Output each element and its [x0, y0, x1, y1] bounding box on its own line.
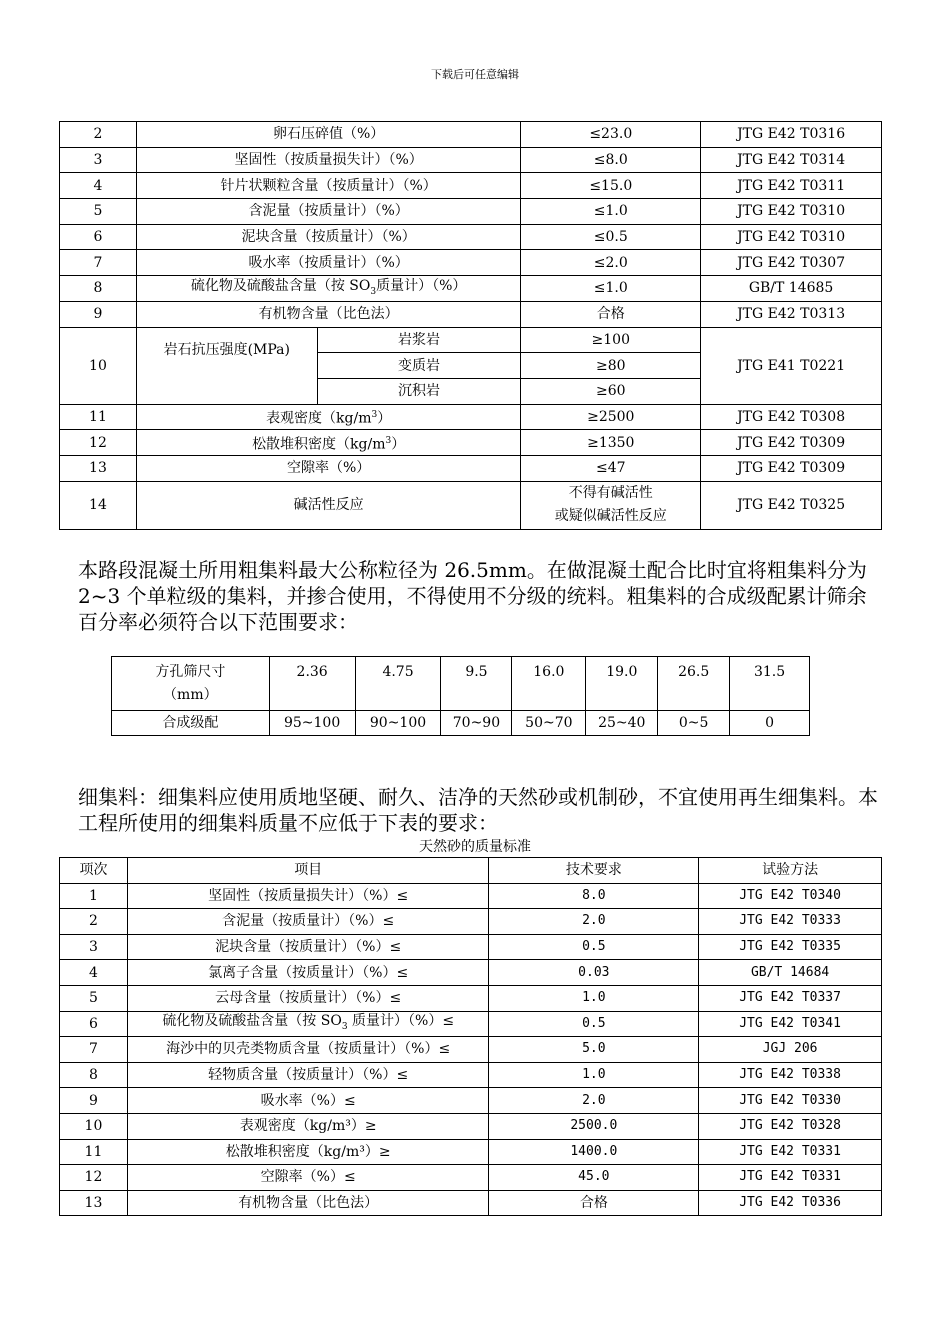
row-requirement: 1400.0: [489, 1139, 699, 1165]
row-number: 6: [60, 224, 137, 250]
row-method: GB/T 14685: [701, 276, 882, 302]
row-method: JTG E42 T0330: [699, 1088, 882, 1114]
page-header: 下载后可任意编辑: [431, 68, 519, 81]
table-row: [60, 909, 882, 935]
row-method: JTG E41 T0221: [701, 327, 882, 404]
row-method: JTG E42 T0314: [701, 147, 882, 173]
sieve-size: 31.5: [730, 657, 810, 711]
table-row: [60, 199, 882, 225]
row-requirement: 5.0: [489, 1037, 699, 1063]
row-requirement: ≥1350: [521, 430, 701, 456]
sieve-size: 9.5: [441, 657, 512, 711]
row-item: 针片状颗粒含量（按质量计）（%）: [136, 173, 520, 199]
rock-type: 沉积岩: [317, 378, 521, 404]
row-requirement: ≥100: [521, 327, 701, 353]
grading-value: 50~70: [512, 711, 586, 736]
row-item: 有机物含量（比色法）: [136, 301, 520, 327]
row-method: JTG E42 T0331: [699, 1165, 882, 1191]
grading-value: 95~100: [269, 711, 355, 736]
requirement-line: 不得有碱活性: [568, 485, 653, 502]
row-method: JGJ 206: [699, 1037, 882, 1063]
row-method: JTG E42 T0331: [699, 1139, 882, 1165]
row-method: JTG E42 T0335: [699, 934, 882, 960]
row-item: 氯离子含量（按质量计）（%）≤: [127, 960, 489, 986]
table-row: [60, 147, 882, 173]
table-row: [60, 224, 882, 250]
row-method: JTG E42 T0308: [701, 404, 882, 430]
item-text: ）: [377, 410, 392, 427]
superscript: 3: [385, 435, 392, 446]
row-requirement: ≤0.5: [521, 224, 701, 250]
table-row: [60, 1113, 882, 1139]
row-requirement: 8.0: [489, 883, 699, 909]
row-number: 9: [60, 1088, 128, 1114]
row-method: JTG E42 T0310: [701, 199, 882, 225]
item-text: 质量计）（%）: [376, 277, 467, 294]
row-method: JTG E42 T0340: [699, 883, 882, 909]
row-requirement: ≤1.0: [521, 199, 701, 225]
row-number: 11: [60, 1139, 128, 1165]
row-number: 13: [60, 455, 137, 481]
table-row: [60, 883, 882, 909]
row-number: 5: [60, 199, 137, 225]
row-number: 1: [60, 883, 128, 909]
row-requirement: [521, 481, 701, 529]
row-requirement: 0.03: [489, 960, 699, 986]
row-number: 8: [60, 276, 137, 302]
subscript: 3: [370, 286, 377, 297]
fine-aggregate-table: [59, 857, 882, 1216]
row-method: JTG E42 T0337: [699, 985, 882, 1011]
row-item: 空隙率（%）≤: [127, 1165, 489, 1191]
grading-value: 0: [730, 711, 810, 736]
row-method: JTG E42 T0310: [701, 224, 882, 250]
row-item: 空隙率（%）: [136, 455, 520, 481]
row-method: JTG E42 T0307: [701, 250, 882, 276]
table-row: [60, 430, 882, 456]
row-requirement: 合格: [521, 301, 701, 327]
table-row: [60, 455, 882, 481]
row-method: JTG E42 T0313: [701, 301, 882, 327]
row-number: 4: [60, 960, 128, 986]
table-row: [60, 327, 882, 353]
item-text: 松散堆积密度（kg/m: [252, 436, 386, 453]
row-number: 8: [60, 1062, 128, 1088]
row-method: JTG E42 T0316: [701, 122, 882, 148]
row-item: 卵石压碎值（%）: [136, 122, 520, 148]
row-requirement: ≤15.0: [521, 173, 701, 199]
row-number: 2: [60, 909, 128, 935]
row-number: 12: [60, 430, 137, 456]
table-row: [60, 481, 882, 529]
row-item: 坚固性（按质量损失计）（%）≤: [127, 883, 489, 909]
row-requirement: ≥2500: [521, 404, 701, 430]
row-requirement: ≥80: [521, 353, 701, 379]
requirement-line: 或疑似碱活性反应: [554, 508, 667, 525]
row-method: JTG E42 T0309: [701, 430, 882, 456]
row-number: 5: [60, 985, 128, 1011]
fine-aggregate-paragraph: 细集料：细集料应使用质地坚硬、耐久、洁净的天然砂或机制砂，不宜使用再生细集料。本工程所使用的细集料质量不应低于下表的要求：: [78, 785, 878, 835]
row-method: JTG E42 T0336: [699, 1190, 882, 1216]
row-method: JTG E42 T0341: [699, 1011, 882, 1037]
row-number: 11: [60, 404, 137, 430]
row-item: 有机物含量（比色法）: [127, 1190, 489, 1216]
row-requirement: 1.0: [489, 985, 699, 1011]
row-requirement: 0.5: [489, 934, 699, 960]
row-item: 泥块含量（按质量计）（%）: [136, 224, 520, 250]
grading-label: 合成级配: [112, 711, 270, 736]
coarse-aggregate-paragraph: 本路段混凝土所用粗集料最大公称粒径为 26.5mm。在做混凝土配合比时宜将粗集料分为 2~3 个单粒级的集料，并掺合使用，不得使用不分级的统料。粗集料的合成级配累计筛余百分率必须符合以下范围要求：: [78, 558, 867, 634]
grading-value: 70~90: [441, 711, 512, 736]
row-method: JTG E42 T0338: [699, 1062, 882, 1088]
row-item: [127, 1011, 489, 1037]
table-row: [60, 934, 882, 960]
table-row: [60, 985, 882, 1011]
grading-value: 25~40: [586, 711, 658, 736]
row-method: JTG E42 T0333: [699, 909, 882, 935]
rock-type: 变质岩: [317, 353, 521, 379]
row-number: 3: [60, 147, 137, 173]
row-number: 3: [60, 934, 128, 960]
row-number: 4: [60, 173, 137, 199]
row-requirement: ≤47: [521, 455, 701, 481]
table-row: [60, 1037, 882, 1063]
row-method: GB/T 14684: [699, 960, 882, 986]
item-text: 表观密度（kg/m: [266, 410, 372, 427]
sieve-size: 2.36: [269, 657, 355, 711]
table-row: [60, 1088, 882, 1114]
row-method: JTG E42 T0325: [701, 481, 882, 529]
table-row: [60, 276, 882, 302]
column-header: 试验方法: [699, 858, 882, 884]
row-number: 7: [60, 1037, 128, 1063]
subscript: 3: [341, 1021, 348, 1032]
row-item: [136, 404, 520, 430]
row-item: 岩石抗压强度(MPa): [136, 327, 317, 404]
row-item: [136, 430, 520, 456]
table-row: [60, 173, 882, 199]
row-item: 松散堆积密度（kg/m³）≥: [127, 1139, 489, 1165]
row-number: 12: [60, 1165, 128, 1191]
sieve-size: 26.5: [658, 657, 730, 711]
grading-value: 0~5: [658, 711, 730, 736]
table-row: [60, 1165, 882, 1191]
item-text: 硫化物及硫酸盐含量（按 SO: [190, 277, 371, 294]
column-header: 项次: [60, 858, 128, 884]
table-row: [60, 1139, 882, 1165]
row-requirement: 0.5: [489, 1011, 699, 1037]
sieve-size-label: [112, 657, 270, 711]
table-row: [60, 122, 882, 148]
column-header: 项目: [127, 858, 489, 884]
row-item: 轻物质含量（按质量计）（%）≤: [127, 1062, 489, 1088]
row-requirement: 2500.0: [489, 1113, 699, 1139]
row-requirement: ≤23.0: [521, 122, 701, 148]
row-number: 10: [60, 327, 137, 404]
label-line: 方孔筛尺寸: [155, 664, 226, 680]
row-method: JTG E42 T0328: [699, 1113, 882, 1139]
grading-value: 90~100: [355, 711, 441, 736]
row-number: 13: [60, 1190, 128, 1216]
row-item: 云母含量（按质量计）（%）≤: [127, 985, 489, 1011]
row-requirement: ≤2.0: [521, 250, 701, 276]
row-requirement: ≥60: [521, 378, 701, 404]
table-row: [60, 960, 882, 986]
item-text: 质量计）（%）≤: [347, 1012, 455, 1029]
sieve-size: 19.0: [586, 657, 658, 711]
row-number: 2: [60, 122, 137, 148]
row-number: 6: [60, 1011, 128, 1037]
sieve-size: 16.0: [512, 657, 586, 711]
row-requirement: 45.0: [489, 1165, 699, 1191]
row-item: 海沙中的贝壳类物质含量（按质量计）（%）≤: [127, 1037, 489, 1063]
row-requirement: 2.0: [489, 1088, 699, 1114]
rock-type: 岩浆岩: [317, 327, 521, 353]
row-requirement: ≤8.0: [521, 147, 701, 173]
grading-table: [111, 656, 810, 736]
table-row: [112, 657, 810, 711]
row-item: 吸水率（%）≤: [127, 1088, 489, 1114]
item-text: 硫化物及硫酸盐含量（按 SO: [162, 1012, 342, 1029]
label-line: （mm）: [163, 687, 218, 703]
row-requirement: ≤1.0: [521, 276, 701, 302]
row-item: 含泥量（按质量计）（%）≤: [127, 909, 489, 935]
row-requirement: 2.0: [489, 909, 699, 935]
row-number: 14: [60, 481, 137, 529]
row-number: 7: [60, 250, 137, 276]
row-method: JTG E42 T0311: [701, 173, 882, 199]
table-header-row: [60, 858, 882, 884]
row-requirement: 1.0: [489, 1062, 699, 1088]
table-row: [60, 250, 882, 276]
coarse-aggregate-table: [59, 121, 882, 530]
table-row: [60, 301, 882, 327]
table-row: [60, 1062, 882, 1088]
superscript: 3: [371, 410, 378, 421]
row-number: 10: [60, 1113, 128, 1139]
column-header: 技术要求: [489, 858, 699, 884]
row-item: 坚固性（按质量损失计）（%）: [136, 147, 520, 173]
row-item: 表观密度（kg/m³）≥: [127, 1113, 489, 1139]
row-item: [136, 276, 520, 302]
row-item: 含泥量（按质量计）（%）: [136, 199, 520, 225]
row-item: 碱活性反应: [136, 481, 520, 529]
table-row: [60, 1011, 882, 1037]
table-row: [60, 1190, 882, 1216]
row-requirement: 合格: [489, 1190, 699, 1216]
row-item: 吸水率（按质量计）（%）: [136, 250, 520, 276]
row-method: JTG E42 T0309: [701, 455, 882, 481]
row-item: 泥块含量（按质量计）（%）≤: [127, 934, 489, 960]
table-row: [60, 404, 882, 430]
table-caption: 天然砂的质量标准: [419, 839, 531, 855]
item-text: ）: [391, 436, 406, 453]
table-row: [112, 711, 810, 736]
sieve-size: 4.75: [355, 657, 441, 711]
row-number: 9: [60, 301, 137, 327]
